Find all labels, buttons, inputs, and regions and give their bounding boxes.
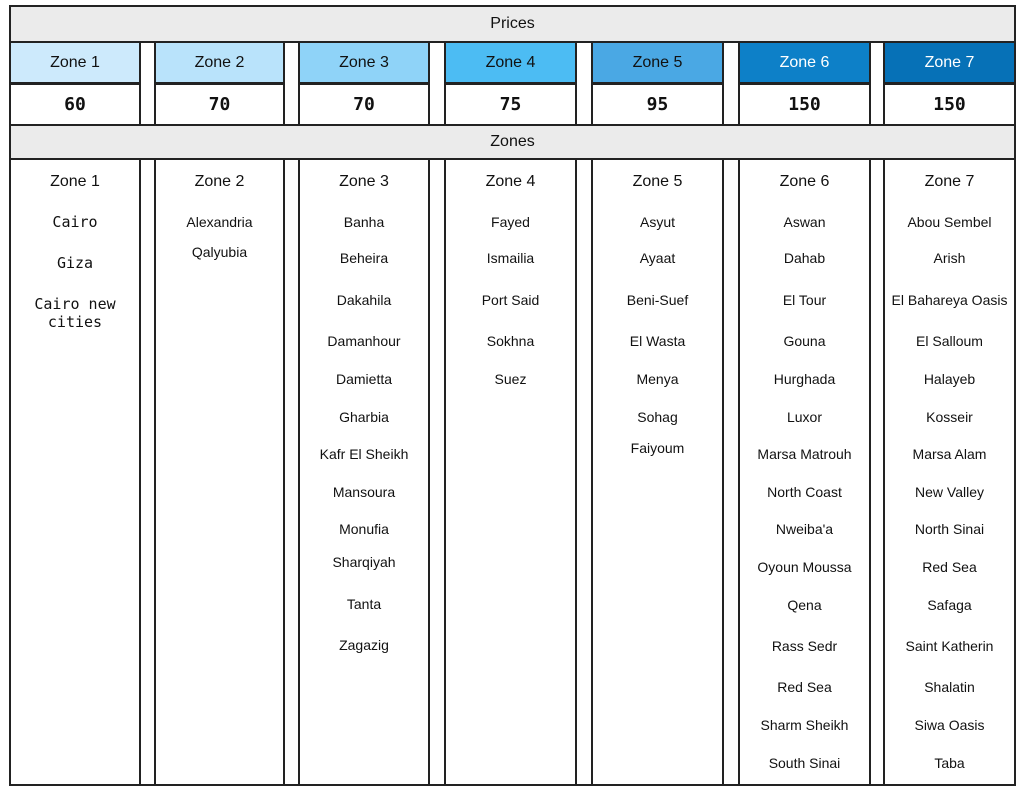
city-list-item: Tanta [346,596,382,612]
zone-7-price-header: Zone 7 [883,41,1016,84]
city-list-item: Zagazig [339,637,389,653]
city-list-item: New Valley [915,484,984,500]
zone-5-price-header: Zone 5 [591,41,724,84]
city-list-item: Damietta [335,371,393,387]
zone-6-price: 150 [738,83,871,126]
city-list-item: Gharbia [339,409,389,425]
city-list-item: Taba [934,755,965,771]
zone-4-price: 75 [444,83,577,126]
city-list-item: North Coast [767,484,842,500]
city-list-item: Siwa Oasis [914,717,985,733]
city-list-item: Marsa Alam [912,446,987,462]
city-list-item: Safaga [927,597,972,613]
zone-7-list-header: Zone 7 [883,158,1016,205]
city-list-item: Asyut [639,214,675,230]
city-list-item: Kosseir [926,409,973,425]
zone-4-price-header: Zone 4 [444,41,577,84]
city-list-item: Ayaat [639,250,676,266]
city-list-item: Damanhour [327,333,401,349]
city-list-item: Nweiba'a [775,521,834,537]
city-list-item: South Sinai [768,755,841,771]
city-list-item: El Wasta [629,333,686,349]
city-list-item: Halayeb [923,371,976,387]
city-list-item: Shalatin [924,679,975,695]
zone-5-city-list [591,203,724,786]
zone-2-city-list [154,203,285,786]
zone-1-list-header: Zone 1 [9,158,141,205]
city-list-item: Qalyubia [191,244,248,260]
zones-title: Zones [9,124,1016,160]
city-list-item: Cairo new cities [34,295,116,331]
zone-4-city-list [444,203,577,786]
zone-3-city-list [298,203,430,786]
city-list-item: Kafr El Sheikh [319,446,409,462]
zone-2-price-header: Zone 2 [154,41,285,84]
city-list-item: El Tour [782,292,827,308]
city-list-item: Hurghada [773,371,836,387]
zone-6-list-header: Zone 6 [738,158,871,205]
city-list-item: Beni-Suef [626,292,689,308]
zone-3-list-header: Zone 3 [298,158,430,205]
zone-3-price-header: Zone 3 [298,41,430,84]
zone-1-price-header: Zone 1 [9,41,141,84]
city-list-item: Abou Sembel [907,214,992,230]
city-list-item: Fayed [491,214,530,230]
city-list-item: Dakahila [336,292,392,308]
city-list-item: Monufia [339,521,389,537]
city-list-item: El Bahareya Oasis [891,292,1008,308]
city-list-item: Sohag [637,409,678,425]
city-list-item: Ismailia [486,250,535,266]
city-list-item: Sokhna [486,333,535,349]
city-list-item: Beheira [339,250,389,266]
city-list-item: Suez [494,371,527,387]
city-list-item: Cairo [52,213,98,231]
city-list-item: Oyoun Moussa [757,559,852,575]
prices-title: Prices [9,5,1016,43]
zone-5-list-header: Zone 5 [591,158,724,205]
zone-3-price: 70 [298,83,430,126]
city-list-item: Port Said [481,292,540,308]
zone-7-city-list [883,203,1016,786]
city-list-item: Marsa Matrouh [757,446,852,462]
zone-2-list-header: Zone 2 [154,158,285,205]
city-list-item: Gouna [783,333,826,349]
city-list-item: Mansoura [332,484,396,500]
city-list-item: Arish [933,250,966,266]
zone-4-list-header: Zone 4 [444,158,577,205]
city-list-item: Aswan [783,214,826,230]
zone-1-city-list [9,203,141,786]
city-list-item: Giza [56,254,94,272]
zone-2-price: 70 [154,83,285,126]
city-list-item: Menya [636,371,679,387]
city-list-item: Rass Sedr [771,638,838,654]
city-list-item: Faiyoum [630,440,685,456]
zone-1-price: 60 [9,83,141,126]
zone-7-price: 150 [883,83,1016,126]
city-list-item: Sharqiyah [332,554,396,570]
city-list-item: Banha [343,214,385,230]
city-list-item: North Sinai [914,521,985,537]
city-list-item: Red Sea [922,559,977,575]
city-list-item: El Salloum [916,333,983,349]
zone-5-price: 95 [591,83,724,126]
city-list-item: Alexandria [186,214,253,230]
city-list-item: Dahab [783,250,826,266]
city-list-item: Sharm Sheikh [760,717,849,733]
zone-6-price-header: Zone 6 [738,41,871,84]
city-list-item: Red Sea [777,679,832,695]
city-list-item: Saint Katherin [905,638,994,654]
zone-6-city-list [738,203,871,786]
city-list-item: Qena [787,597,822,613]
city-list-item: Luxor [786,409,823,425]
